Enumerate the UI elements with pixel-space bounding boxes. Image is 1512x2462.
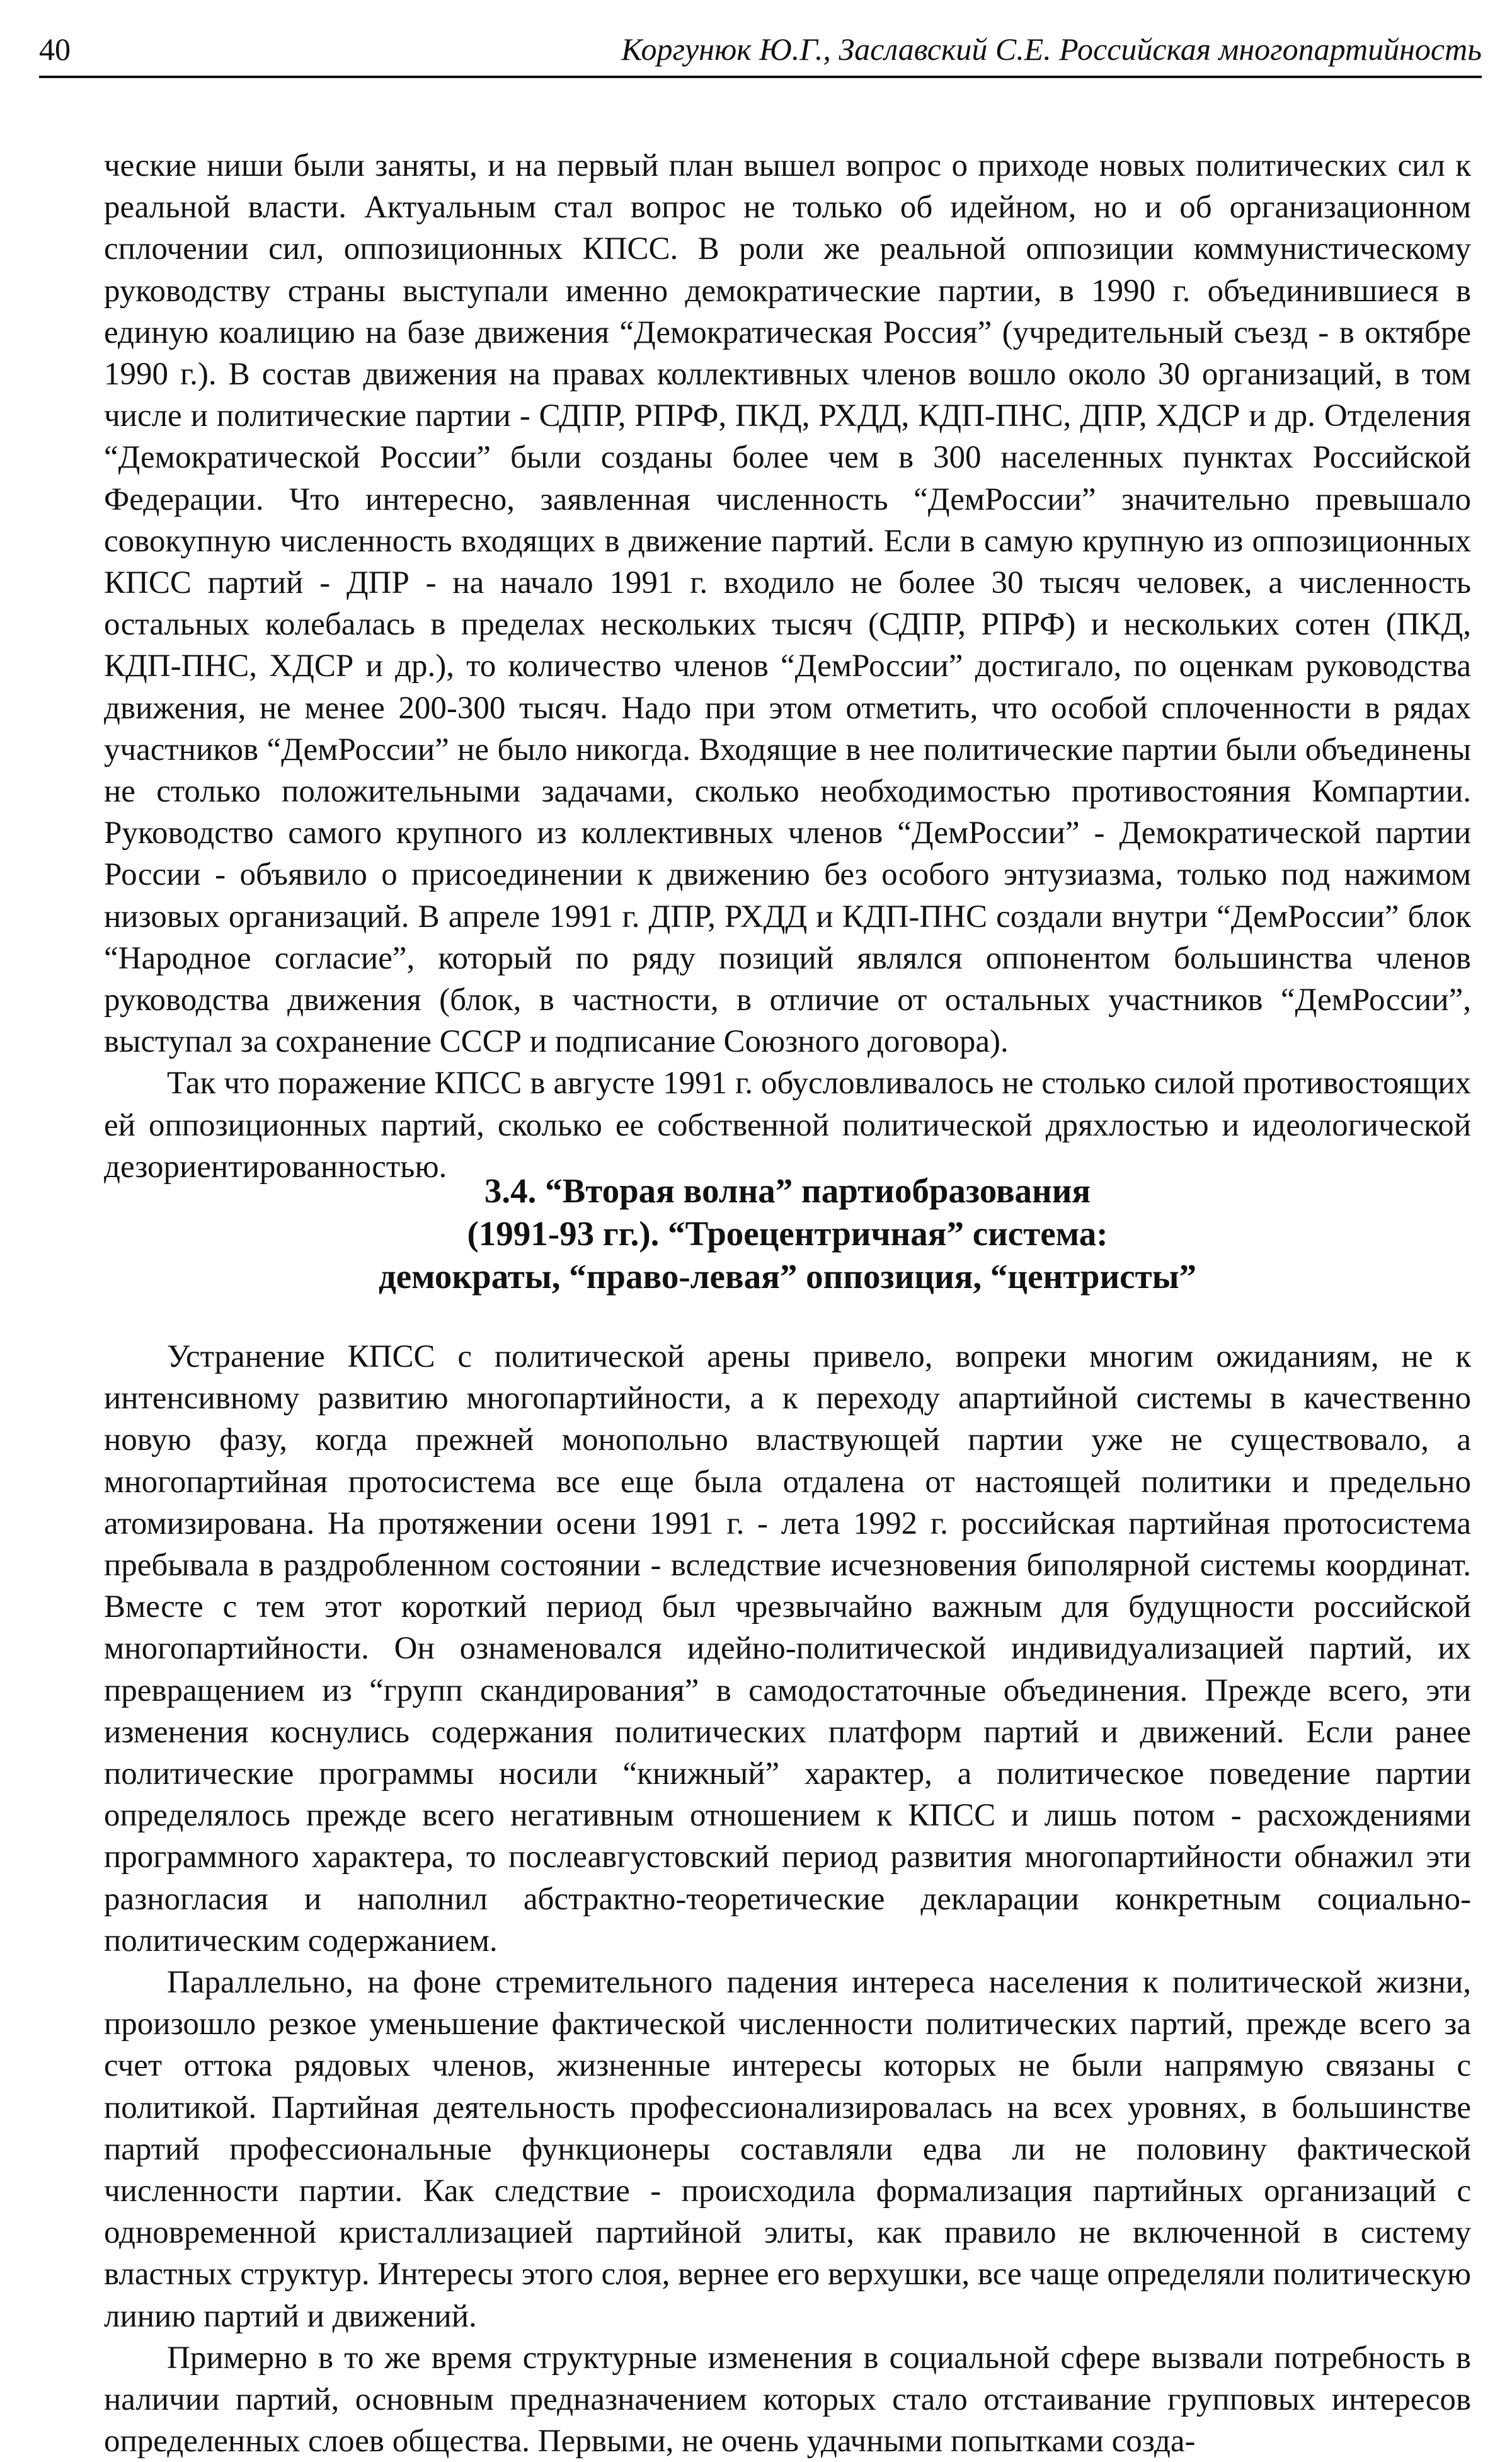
page-number: 40 — [39, 32, 71, 67]
paragraph-5: Примерно в то же время структурные изменения в социальной сфере вызвали потребность в наличии партий, основным предназначением которых стало отстаивание групповых интересов определенных слоев общества. Первыми, не очень удачными попытками созда- — [104, 2340, 1471, 2459]
body-text-top — [104, 145, 1471, 1188]
page-header — [39, 18, 1482, 78]
section-heading — [104, 1170, 1471, 1298]
paragraph-2: Так что поражение КПСС в августе 1991 г. обусловливалось не столько силой противостоящих ей оппозиционных партий, сколько ее собственной политической дряхлостью и идеологической дезориентированностью. — [104, 1066, 1471, 1185]
section-heading-line-1: 3.4. “Вторая волна” партиобразования — [484, 1171, 1091, 1210]
section-heading-line-2: (1991-93 гг.). “Троецентричная” система: — [467, 1214, 1108, 1253]
paragraph-1: ческие ниши были заняты, и на первый план вышел вопрос о приходе новых политических сил к реальной власти. Актуальным стал вопрос не только об идейном, но и об организационном сплочении сил, оппозиционных КПСС. В роли же реальной оппозиции коммунистическому руководству страны выступали именно демократические партии, в 1990 г. объединившиеся в единую коалицию на базе движения “Демократическая Россия” (учредительный съезд - в октябре 1990 г.). В состав движения на правах коллективных членов вошло около 30 организаций, в том числе и политические партии - СДПР, РПРФ, ПКД, РХДД, КДП-ПНС, ДПР, ХДСР и др. Отделения “Демократической России” были созданы более чем в 300 населенных пунктах Российской Федерации. Что интересно, заявленная численность “ДемРоссии” значительно превышало совокупную численность входящих в движение партий. Если в самую крупную из оппозиционных КПСС партий - ДПР - на начало 1991 г. входило не более 30 тысяч человек, а численность остальных колебалась в пределах нескольких тысяч (СДПР, РПРФ) и нескольких сотен (ПКД, КДП-ПНС, ХДСР и др.), то количество членов “ДемРоссии” достигало, по оценкам руководства движения, не менее 200-300 тысяч. Надо при этом отметить, что особой сплоченности в рядах участников “ДемРоссии” не было никогда. Входящие в нее политические партии были объединены не столько положительными задачами, сколько необходимостью противостояния Компартии. Руководство самого крупного из коллективных членов “ДемРоссии” - Демократической партии России - объявило о присоединении к движению без особого энтузиазма, только под нажимом низовых организаций. В апреле 1991 г. ДПР, РХДД и КДП-ПНС создали внутри “ДемРоссии” блок “Народное согласие”, который по ряду позиций являлся оппонентом большинства членов руководства движения (блок, в частности, в отличие от остальных участников “ДемРоссии”, выступал за сохранение СССР и подписание Союзного договора). — [104, 148, 1471, 1060]
paragraph-4: Параллельно, на фоне стремительного падения интереса населения к политической жизни, произошло резкое уменьшение фактической численности политических партий, прежде всего за счет оттока рядовых членов, жизненные интересы которых не были напрямую связаны с политикой. Партийная деятельность профессионализировалась на всех уровнях, в большинстве партий профессиональные функционеры составляли едва ли не половину фактической численности партии. Как следствие - происходила формализация партийных организаций с одновременной кристаллизацией партийной элиты, как правило не включенной в систему властных структур. Интересы этого слоя, вернее его верхушки, все чаще определяли политическую линию партий и движений. — [104, 1965, 1471, 2334]
running-title: Коргунюк Ю.Г., Заславский С.Е. Российская многопартийность — [621, 32, 1482, 67]
section-heading-line-3: демократы, “право-левая” оппозиция, “центристы” — [378, 1257, 1197, 1296]
paragraph-3: Устранение КПСС с политической арены привело, вопреки многим ожиданиям, не к интенсивному развитию многопартийности, а к переходу апартийной системы в качественно новую фазу, когда прежней монопольно властвующей партии уже не существовало, а многопартийная протосистема все еще была отдалена от настоящей политики и предельно атомизирована. На протяжении осени 1991 г. - лета 1992 г. российская партийная протосистема пребывала в раздробленном состоянии - вследствие исчезновения биполярной системы координат. Вместе с тем этот короткий период был чрезвычайно важным для будущности российской многопартийности. Он ознаменовался идейно-политической индивидуализацией партий, их превращением из “групп скандирования” в самодостаточные объединения. Прежде всего, эти изменения коснулись содержания политических платформ партий и движений. Если ранее политические программы носили “книжный” характер, а политическое поведение партии определялось прежде всего негативным отношением к КПСС и лишь потом - расхождениями программного характера, то послеавгустовский период развития многопартийности обнажил эти разногласия и наполнил абстрактно-теоретические декларации конкретным социально-политическим содержанием. — [104, 1339, 1471, 1959]
body-text-bottom — [104, 1336, 1471, 2462]
